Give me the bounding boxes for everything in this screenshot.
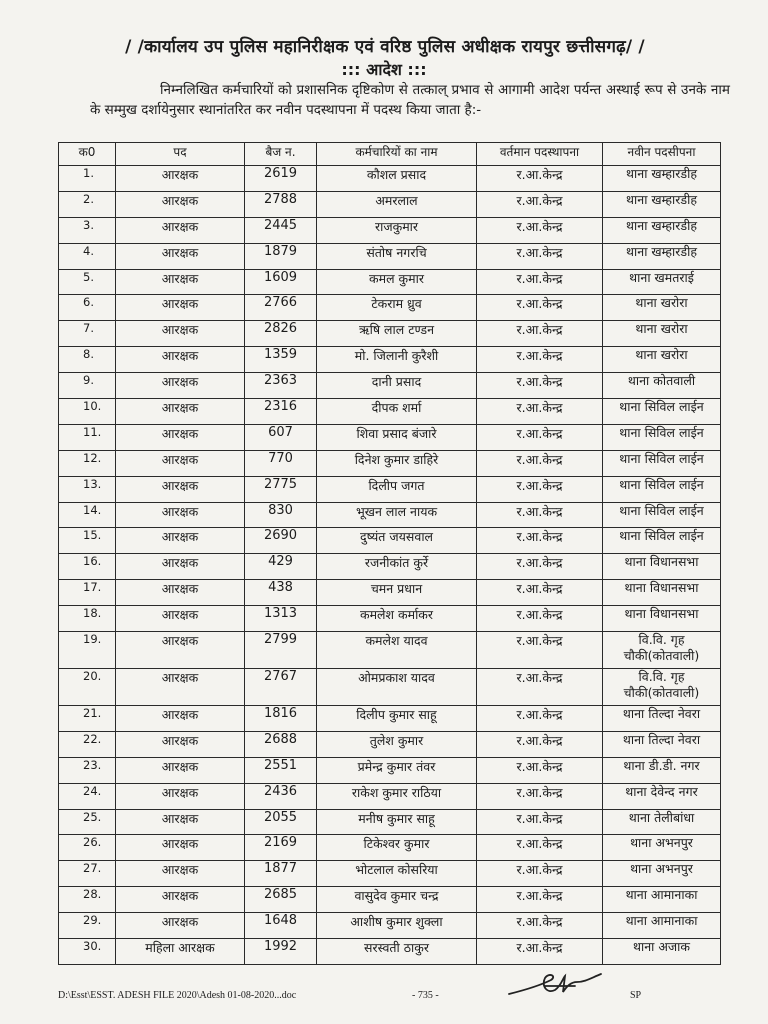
new-posting-cell: थाना अभनपुर bbox=[603, 835, 721, 861]
serial-number-cell: 23. bbox=[59, 757, 116, 783]
current-posting-cell: र.आ.केन्द्र bbox=[477, 373, 603, 399]
table-row bbox=[59, 706, 721, 732]
column-header-name: कर्मचारियों का नाम bbox=[317, 143, 477, 166]
table-row bbox=[59, 166, 721, 192]
table-row bbox=[59, 606, 721, 632]
column-header-post: पद bbox=[116, 143, 245, 166]
badge-number-cell: 1648 bbox=[245, 913, 317, 939]
post-cell: आरक्षक bbox=[116, 809, 245, 835]
post-cell: आरक्षक bbox=[116, 373, 245, 399]
new-posting-cell: थाना सिविल लाईन bbox=[603, 476, 721, 502]
new-posting-cell: थाना सिविल लाईन bbox=[603, 399, 721, 425]
table-row bbox=[59, 809, 721, 835]
new-posting-cell: थाना आमानाका bbox=[603, 913, 721, 939]
serial-number-cell: 24. bbox=[59, 783, 116, 809]
table-row bbox=[59, 217, 721, 243]
employee-name-cell: संतोष नगरचि bbox=[317, 243, 477, 269]
post-cell: आरक्षक bbox=[116, 243, 245, 269]
new-posting-cell: थाना तेलीबांधा bbox=[603, 809, 721, 835]
table-row bbox=[59, 243, 721, 269]
transfer-table bbox=[58, 142, 721, 965]
serial-number-cell: 8. bbox=[59, 347, 116, 373]
badge-number-cell: 607 bbox=[245, 424, 317, 450]
post-cell: आरक्षक bbox=[116, 476, 245, 502]
new-posting-cell: थाना डी.डी. नगर bbox=[603, 757, 721, 783]
serial-number-cell: 27. bbox=[59, 861, 116, 887]
badge-number-cell: 770 bbox=[245, 450, 317, 476]
post-cell: आरक्षक bbox=[116, 887, 245, 913]
post-cell: आरक्षक bbox=[116, 706, 245, 732]
post-cell: आरक्षक bbox=[116, 191, 245, 217]
current-posting-cell: र.आ.केन्द्र bbox=[477, 166, 603, 192]
new-posting-cell: थाना खमतराई bbox=[603, 269, 721, 295]
table-row bbox=[59, 913, 721, 939]
serial-number-cell: 5. bbox=[59, 269, 116, 295]
serial-number-cell: 10. bbox=[59, 399, 116, 425]
table-row bbox=[59, 450, 721, 476]
employee-name-cell: दीपक शर्मा bbox=[317, 399, 477, 425]
new-posting-cell: थाना खम्हारडीह bbox=[603, 191, 721, 217]
employee-name-cell: कमल कुमार bbox=[317, 269, 477, 295]
table-row bbox=[59, 373, 721, 399]
table-row bbox=[59, 939, 721, 965]
new-posting-cell: थाना देवेन्द नगर bbox=[603, 783, 721, 809]
employee-name-cell: मो. जिलानी कुरैशी bbox=[317, 347, 477, 373]
employee-name-cell: दुष्यंत जयसवाल bbox=[317, 528, 477, 554]
post-cell: आरक्षक bbox=[116, 217, 245, 243]
new-posting-cell: थाना खम्हारडीह bbox=[603, 217, 721, 243]
table-row bbox=[59, 861, 721, 887]
badge-number-cell: 2619 bbox=[245, 166, 317, 192]
employee-name-cell: दिलीप जगत bbox=[317, 476, 477, 502]
post-cell: आरक्षक bbox=[116, 347, 245, 373]
table-row bbox=[59, 191, 721, 217]
post-cell: आरक्षक bbox=[116, 554, 245, 580]
employee-name-cell: कौशल प्रसाद bbox=[317, 166, 477, 192]
serial-number-cell: 12. bbox=[59, 450, 116, 476]
new-posting-cell: थाना सिविल लाईन bbox=[603, 502, 721, 528]
current-posting-cell: र.आ.केन्द्र bbox=[477, 269, 603, 295]
badge-number-cell: 429 bbox=[245, 554, 317, 580]
table-row bbox=[59, 632, 721, 669]
employee-name-cell: भूखन लाल नायक bbox=[317, 502, 477, 528]
serial-number-cell: 29. bbox=[59, 913, 116, 939]
table-row bbox=[59, 731, 721, 757]
post-cell: आरक्षक bbox=[116, 528, 245, 554]
employee-name-cell: प्रमेन्द्र कुमार तंवर bbox=[317, 757, 477, 783]
employee-name-cell: सरस्वती ठाकुर bbox=[317, 939, 477, 965]
new-posting-cell: थाना तिल्दा नेवरा bbox=[603, 706, 721, 732]
serial-number-cell: 13. bbox=[59, 476, 116, 502]
new-posting-cell: थाना सिविल लाईन bbox=[603, 424, 721, 450]
new-posting-cell: थाना खरोरा bbox=[603, 295, 721, 321]
new-posting-cell: थाना विधानसभा bbox=[603, 554, 721, 580]
page-number: - 735 - bbox=[412, 990, 439, 1001]
serial-number-cell: 3. bbox=[59, 217, 116, 243]
employee-name-cell: राजकुमार bbox=[317, 217, 477, 243]
employee-name-cell: दिलीप कुमार साहू bbox=[317, 706, 477, 732]
current-posting-cell: र.आ.केन्द्र bbox=[477, 217, 603, 243]
new-posting-cell: थाना अभनपुर bbox=[603, 861, 721, 887]
serial-number-cell: 6. bbox=[59, 295, 116, 321]
employee-name-cell: मनीष कुमार साहू bbox=[317, 809, 477, 835]
post-cell: आरक्षक bbox=[116, 669, 245, 706]
current-posting-cell: र.आ.केन्द्र bbox=[477, 913, 603, 939]
signatory-designation: SP bbox=[630, 990, 642, 1001]
current-posting-cell: र.आ.केन्द्र bbox=[477, 554, 603, 580]
current-posting-cell: र.आ.केन्द्र bbox=[477, 809, 603, 835]
new-posting-cell: थाना सिविल लाईन bbox=[603, 528, 721, 554]
column-header-serial: क0 bbox=[59, 143, 116, 166]
post-cell: आरक्षक bbox=[116, 783, 245, 809]
current-posting-cell: र.आ.केन्द्र bbox=[477, 243, 603, 269]
badge-number-cell: 1359 bbox=[245, 347, 317, 373]
table-row bbox=[59, 783, 721, 809]
badge-number-cell: 2799 bbox=[245, 632, 317, 669]
badge-number-cell: 2363 bbox=[245, 373, 317, 399]
serial-number-cell: 1. bbox=[59, 166, 116, 192]
new-posting-cell: थाना विधानसभा bbox=[603, 606, 721, 632]
current-posting-cell: र.आ.केन्द्र bbox=[477, 706, 603, 732]
table-row bbox=[59, 528, 721, 554]
post-cell: आरक्षक bbox=[116, 757, 245, 783]
serial-number-cell: 18. bbox=[59, 606, 116, 632]
table-row bbox=[59, 580, 721, 606]
current-posting-cell: र.आ.केन्द्र bbox=[477, 424, 603, 450]
new-posting-cell: थाना सिविल लाईन bbox=[603, 450, 721, 476]
badge-number-cell: 2551 bbox=[245, 757, 317, 783]
employee-name-cell: अमरलाल bbox=[317, 191, 477, 217]
employee-name-cell: आशीष कुमार शुक्ला bbox=[317, 913, 477, 939]
badge-number-cell: 2436 bbox=[245, 783, 317, 809]
employee-name-cell: टिकेश्वर कुमार bbox=[317, 835, 477, 861]
post-cell: आरक्षक bbox=[116, 269, 245, 295]
current-posting-cell: र.आ.केन्द्र bbox=[477, 450, 603, 476]
badge-number-cell: 2826 bbox=[245, 321, 317, 347]
badge-number-cell: 1992 bbox=[245, 939, 317, 965]
signature-mark bbox=[505, 968, 615, 1002]
post-cell: आरक्षक bbox=[116, 835, 245, 861]
post-cell: आरक्षक bbox=[116, 731, 245, 757]
post-cell: आरक्षक bbox=[116, 166, 245, 192]
serial-number-cell: 16. bbox=[59, 554, 116, 580]
current-posting-cell: र.आ.केन्द्र bbox=[477, 606, 603, 632]
current-posting-cell: र.आ.केन्द्र bbox=[477, 887, 603, 913]
badge-number-cell: 1816 bbox=[245, 706, 317, 732]
badge-number-cell: 2690 bbox=[245, 528, 317, 554]
serial-number-cell: 30. bbox=[59, 939, 116, 965]
table-row bbox=[59, 757, 721, 783]
new-posting-cell: थाना अजाक bbox=[603, 939, 721, 965]
employee-name-cell: ऋषि लाल टण्डन bbox=[317, 321, 477, 347]
post-cell: आरक्षक bbox=[116, 295, 245, 321]
employee-name-cell: वासुदेव कुमार चन्द्र bbox=[317, 887, 477, 913]
post-cell: महिला आरक्षक bbox=[116, 939, 245, 965]
serial-number-cell: 22. bbox=[59, 731, 116, 757]
current-posting-cell: र.आ.केन्द्र bbox=[477, 399, 603, 425]
table-row bbox=[59, 295, 721, 321]
file-path-footer: D:\Esst\ESST. ADESH FILE 2020\Adesh 01-08-2020...doc bbox=[58, 990, 297, 1001]
serial-number-cell: 20. bbox=[59, 669, 116, 706]
current-posting-cell: र.आ.केन्द्र bbox=[477, 731, 603, 757]
current-posting-cell: र.आ.केन्द्र bbox=[477, 939, 603, 965]
employee-name-cell: चमन प्रधान bbox=[317, 580, 477, 606]
badge-number-cell: 2688 bbox=[245, 731, 317, 757]
employee-name-cell: शिवा प्रसाद बंजारे bbox=[317, 424, 477, 450]
table-row bbox=[59, 887, 721, 913]
new-posting-cell: थाना तिल्दा नेवरा bbox=[603, 731, 721, 757]
serial-number-cell: 15. bbox=[59, 528, 116, 554]
post-cell: आरक्षक bbox=[116, 913, 245, 939]
badge-number-cell: 2445 bbox=[245, 217, 317, 243]
serial-number-cell: 11. bbox=[59, 424, 116, 450]
table-row bbox=[59, 554, 721, 580]
badge-number-cell: 1877 bbox=[245, 861, 317, 887]
new-posting-cell: थाना आमानाका bbox=[603, 887, 721, 913]
badge-number-cell: 438 bbox=[245, 580, 317, 606]
current-posting-cell: र.आ.केन्द्र bbox=[477, 191, 603, 217]
current-posting-cell: र.आ.केन्द्र bbox=[477, 502, 603, 528]
table-row bbox=[59, 669, 721, 706]
current-posting-cell: र.आ.केन्द्र bbox=[477, 476, 603, 502]
post-cell: आरक्षक bbox=[116, 424, 245, 450]
table-header-row bbox=[59, 143, 721, 166]
table-row bbox=[59, 502, 721, 528]
badge-number-cell: 1313 bbox=[245, 606, 317, 632]
post-cell: आरक्षक bbox=[116, 632, 245, 669]
post-cell: आरक्षक bbox=[116, 450, 245, 476]
badge-number-cell: 2316 bbox=[245, 399, 317, 425]
serial-number-cell: 17. bbox=[59, 580, 116, 606]
table-row bbox=[59, 424, 721, 450]
new-posting-cell: वि.वि. गृह चौकी(कोतवाली) bbox=[603, 632, 721, 669]
badge-number-cell: 1609 bbox=[245, 269, 317, 295]
serial-number-cell: 4. bbox=[59, 243, 116, 269]
column-header-new-posting: नवीन पदसीपना bbox=[603, 143, 721, 166]
employee-name-cell: दानी प्रसाद bbox=[317, 373, 477, 399]
new-posting-cell: थाना कोतवाली bbox=[603, 373, 721, 399]
employee-name-cell: टेकराम ध्रुव bbox=[317, 295, 477, 321]
current-posting-cell: र.आ.केन्द्र bbox=[477, 632, 603, 669]
new-posting-cell: थाना विधानसभा bbox=[603, 580, 721, 606]
employee-name-cell: ओमप्रकाश यादव bbox=[317, 669, 477, 706]
current-posting-cell: र.आ.केन्द्र bbox=[477, 528, 603, 554]
serial-number-cell: 14. bbox=[59, 502, 116, 528]
serial-number-cell: 7. bbox=[59, 321, 116, 347]
order-intro-paragraph: निम्नलिखित कर्मचारियों को प्रशासनिक दृष्टिकोण से तत्काल् प्रभाव से आगामी आदेश पर्यन्त अस्थाई रूप से उनके नाम के सम्मुख दर्शायेनुसार स्थानांतरित कर नवीन पदस्थापना में पदस्थ किया जाता है:- bbox=[90, 82, 730, 118]
badge-number-cell: 2766 bbox=[245, 295, 317, 321]
table-body bbox=[59, 166, 721, 965]
table-row bbox=[59, 399, 721, 425]
employee-name-cell: कमलेश यादव bbox=[317, 632, 477, 669]
post-cell: आरक्षक bbox=[116, 580, 245, 606]
badge-number-cell: 1879 bbox=[245, 243, 317, 269]
badge-number-cell: 2055 bbox=[245, 809, 317, 835]
badge-number-cell: 830 bbox=[245, 502, 317, 528]
table-row bbox=[59, 476, 721, 502]
employee-name-cell: भोटलाल कोसरिया bbox=[317, 861, 477, 887]
table-row bbox=[59, 835, 721, 861]
new-posting-cell: वि.वि. गृह चौकी(कोतवाली) bbox=[603, 669, 721, 706]
serial-number-cell: 25. bbox=[59, 809, 116, 835]
post-cell: आरक्षक bbox=[116, 399, 245, 425]
table-row bbox=[59, 269, 721, 295]
post-cell: आरक्षक bbox=[116, 321, 245, 347]
new-posting-cell: थाना खम्हारडीह bbox=[603, 166, 721, 192]
employee-name-cell: तुलेश कुमार bbox=[317, 731, 477, 757]
current-posting-cell: र.आ.केन्द्र bbox=[477, 757, 603, 783]
badge-number-cell: 2169 bbox=[245, 835, 317, 861]
employee-name-cell: राकेश कुमार राठिया bbox=[317, 783, 477, 809]
column-header-current-posting: वर्तमान पदस्थापना bbox=[477, 143, 603, 166]
current-posting-cell: र.आ.केन्द्र bbox=[477, 580, 603, 606]
serial-number-cell: 26. bbox=[59, 835, 116, 861]
current-posting-cell: र.आ.केन्द्र bbox=[477, 669, 603, 706]
badge-number-cell: 2788 bbox=[245, 191, 317, 217]
post-cell: आरक्षक bbox=[116, 606, 245, 632]
badge-number-cell: 2775 bbox=[245, 476, 317, 502]
new-posting-cell: थाना खम्हारडीह bbox=[603, 243, 721, 269]
current-posting-cell: र.आ.केन्द्र bbox=[477, 347, 603, 373]
serial-number-cell: 28. bbox=[59, 887, 116, 913]
current-posting-cell: र.आ.केन्द्र bbox=[477, 783, 603, 809]
badge-number-cell: 2767 bbox=[245, 669, 317, 706]
serial-number-cell: 19. bbox=[59, 632, 116, 669]
new-posting-cell: थाना खरोरा bbox=[603, 321, 721, 347]
serial-number-cell: 21. bbox=[59, 706, 116, 732]
post-cell: आरक्षक bbox=[116, 861, 245, 887]
current-posting-cell: र.आ.केन्द्र bbox=[477, 835, 603, 861]
post-cell: आरक्षक bbox=[116, 502, 245, 528]
employee-name-cell: रजनीकांत कुर्रे bbox=[317, 554, 477, 580]
order-title: ::: आदेश ::: bbox=[341, 60, 427, 79]
table-row bbox=[59, 347, 721, 373]
employee-name-cell: दिनेश कुमार डाहिरे bbox=[317, 450, 477, 476]
serial-number-cell: 9. bbox=[59, 373, 116, 399]
office-header: / /कार्यालय उप पुलिस महानिरीक्षक एवं वरिष्ठ पुलिस अधीक्षक रायपुर छत्तीसगढ़/ / bbox=[125, 37, 645, 57]
serial-number-cell: 2. bbox=[59, 191, 116, 217]
current-posting-cell: र.आ.केन्द्र bbox=[477, 295, 603, 321]
column-header-badge: बैज न. bbox=[245, 143, 317, 166]
current-posting-cell: र.आ.केन्द्र bbox=[477, 861, 603, 887]
employee-name-cell: कमलेश कर्माकर bbox=[317, 606, 477, 632]
current-posting-cell: र.आ.केन्द्र bbox=[477, 321, 603, 347]
new-posting-cell: थाना खरोरा bbox=[603, 347, 721, 373]
badge-number-cell: 2685 bbox=[245, 887, 317, 913]
table-row bbox=[59, 321, 721, 347]
